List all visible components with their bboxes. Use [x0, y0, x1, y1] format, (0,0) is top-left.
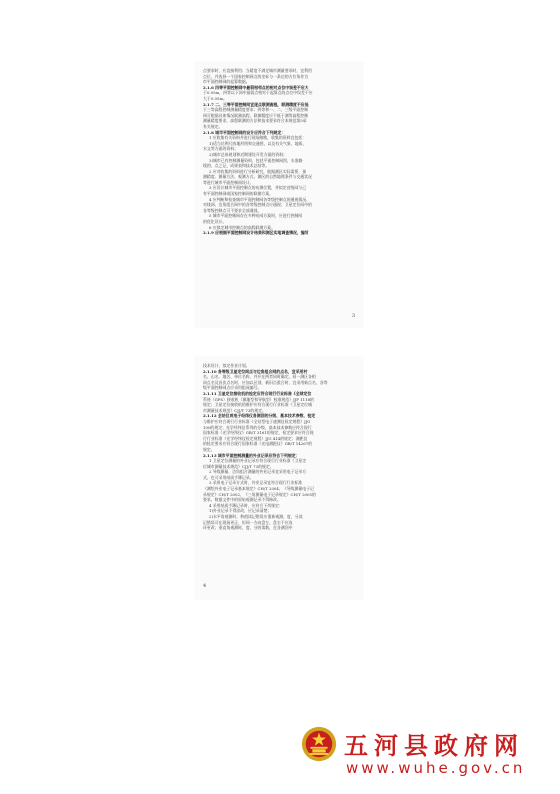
site-title: 五河县政府网	[344, 732, 524, 760]
text-line: 3 采用电子记录方式时，外业记录宜符合现行行业标准	[209, 480, 303, 486]
text-line: 网可根据具体情况联测高程，联测精度应不低于测等高程控制	[203, 112, 309, 118]
text-line: 市平面控制网的起算数据。	[203, 79, 250, 85]
text-line: 2 应对收集的资料进行分析研究，根据测区实际需要、预	[209, 168, 307, 174]
text-line: 位城市测量技术规范》CJJ/T 73的规定。	[203, 463, 274, 469]
text-line: 对线网、边角组合网中的各等级控制点应通视；卫星定位网中的	[203, 202, 312, 208]
document-page-4	[195, 357, 363, 599]
text-line: 2.1.9 应根据平面控制网设计结果和测区实地调查情况，编写	[203, 230, 309, 236]
text-line: 点位，并选择一个国家控制网点的坐标与一条边的方位角作为	[203, 73, 309, 79]
text-line: 技术设计，拟定作业计划。	[203, 363, 250, 368]
text-line: 水文等方面的资料；	[203, 146, 239, 152]
page-3-text	[195, 68, 363, 236]
site-watermark	[300, 725, 540, 783]
text-line: 于0.05m，四等以下网中最弱点相对于起算点的点位中误差不应	[203, 90, 313, 96]
text-line: 2)城市总体规划和近期建设开发方面的资料；	[209, 151, 287, 157]
text-line: 等进行城市平面控制网设计。	[203, 179, 254, 185]
text-line: 4 应判断和检查城市平面控制网各等级控制点的通视情况、	[209, 196, 310, 202]
text-line: 2.1.6 四等平面控制网中最弱相邻点的相对点位中误差不应大	[203, 84, 309, 90]
text-line: 式，也可采用纸质手簿记录。	[203, 474, 254, 480]
text-line: 环更改；垂直角观测时，度、分的读数，在各测回中	[203, 525, 293, 531]
text-line: 2)水平角观测时，秒值读记错误应重新观测，度、分读	[209, 514, 303, 520]
text-line: 的优化设计。	[203, 219, 227, 225]
text-line: 有平面控制网或国家控制网的联测方案。	[203, 191, 274, 197]
text-line: 同点名及首次点名时，应加以区别，新旧点重合时，宜采用新点名，各等	[203, 379, 328, 385]
text-line: 大于0.05m。	[203, 95, 228, 101]
text-line: 5 城市平面控制网存在多种布网方案时，应进行控制网	[209, 213, 303, 219]
page-number: 4	[203, 583, 207, 589]
site-url: www.wuhe.gov.cn	[346, 759, 526, 777]
text-line: 3)城市已有控制测量资料，包括平面控制网图、水准路	[209, 157, 303, 163]
text-line: 规定；卫星定位接收机的维护应符合现行行业标准《卫星定位城	[203, 402, 312, 408]
text-line: 测量精度要求，高程联测的方法和技术要求符合本规范第5章	[203, 118, 307, 124]
text-line: 点要求时，应直接利用；当精度不满足城市测量要求时，宜利用	[203, 68, 312, 73]
text-line: 2.1.13 城市平面控制测量的外业记录应符合下列规定：	[203, 452, 300, 458]
text-line: 线图、点之记、成果表和技术总结等。	[203, 163, 270, 169]
text-line: 与维护应符合现行行业标准《全站型电子速测仪检定规程》JJG	[203, 418, 311, 424]
text-line: 2.1.7 二、三等平面控制网宜逐点联测高程，联测精度不应低	[203, 101, 309, 107]
text-line: 1 应收集有关资料并进行现场踏勘，收集的资料宜包括：	[209, 135, 307, 141]
text-line: 6 应拟定城市控制点的高程联测方案。	[209, 224, 275, 230]
text-line: 的检定要求应符合现行国家标准《光电测距仪》GB/T 14267的	[203, 441, 313, 447]
text-line: 2.1.11 卫星定位接收机的检定应符合现行行业标准《全球定位	[203, 390, 312, 396]
text-line: 2.1.8 城市平面控制网的设计应符合下列规定：	[203, 129, 286, 135]
page-number: 3	[351, 313, 355, 319]
page-4-text	[195, 363, 363, 531]
text-line: 1)外业记录不得涂改，应记录清楚；	[209, 508, 272, 514]
text-line: 《测绘外业电子记录基本规定》CH/T 2004、《导线测量电子记	[203, 486, 314, 492]
text-line: 1)适当比例尺的地形图和交通图，以及有关气象、地质、	[209, 140, 307, 146]
national-emblem-icon	[300, 725, 338, 763]
text-line: 行行业标准《光学经纬仪检定规程》JJG 414的规定；测距仪	[203, 435, 308, 441]
text-line: 1 卫星定位测量的外业记录应符合现行行业标准《卫星定	[209, 458, 307, 464]
text-line: 于三等高程控制测量精度要求；四等和一、二、三级平面控制	[203, 107, 309, 113]
text-line: 100的规定；光学经纬仪系列的分级、基本技术参数应符合现行	[203, 424, 312, 430]
text-line: 各等级控制点可不要求全部通视。	[203, 207, 262, 213]
text-line: 2.1.10 各等级卫星定位网点与边角组合网的点名，宜采用村	[203, 368, 308, 374]
text-line: 有关规定。	[203, 123, 223, 129]
text-line: 级平面控制网点应采用组成编号。	[203, 385, 262, 391]
text-line: 国家标准《光学经纬仪》GB/T 3161的规定，检定要求应符合现	[203, 430, 314, 436]
text-line: 录规定》CH/T 2002、《三角测量电子记录规定》CH/T 2005的	[203, 491, 316, 497]
text-line: 4 采用纸质手簿记录时，应符合下列规定：	[209, 502, 283, 508]
text-line: 要求。数据文件中的原始观测记录不得修改。	[203, 497, 281, 503]
text-line: 3 应设计城市平面控制点的布测位置，并拟定首级网与已	[209, 185, 307, 191]
text-line: 名、山名、地名、单位名称，并应在两者同时确定。同一测区各相	[203, 374, 316, 380]
text-line: 市测量技术规范》CJJ/T 73的规定。	[203, 407, 266, 413]
text-line: 2 导线测量、边角组合测量的外业记录宜采用电子记录方	[209, 469, 307, 475]
document-page-3	[195, 62, 363, 327]
text-line: 测精度、测量方法、观测方式、测区的自然地理条件与交通状况	[203, 174, 312, 180]
text-line: 规定。	[203, 446, 215, 452]
text-line: 2.1.12 全站仪或电子经纬仪各测回的分级、基本技术参数、检定	[203, 413, 316, 419]
text-line: 系统（GPS）接收机（测地型和导航型）校准规范》JJF 1118的	[203, 396, 314, 402]
text-line: 记错误可在现场更正，但同一方向盘左、盘右不应连	[203, 519, 293, 525]
